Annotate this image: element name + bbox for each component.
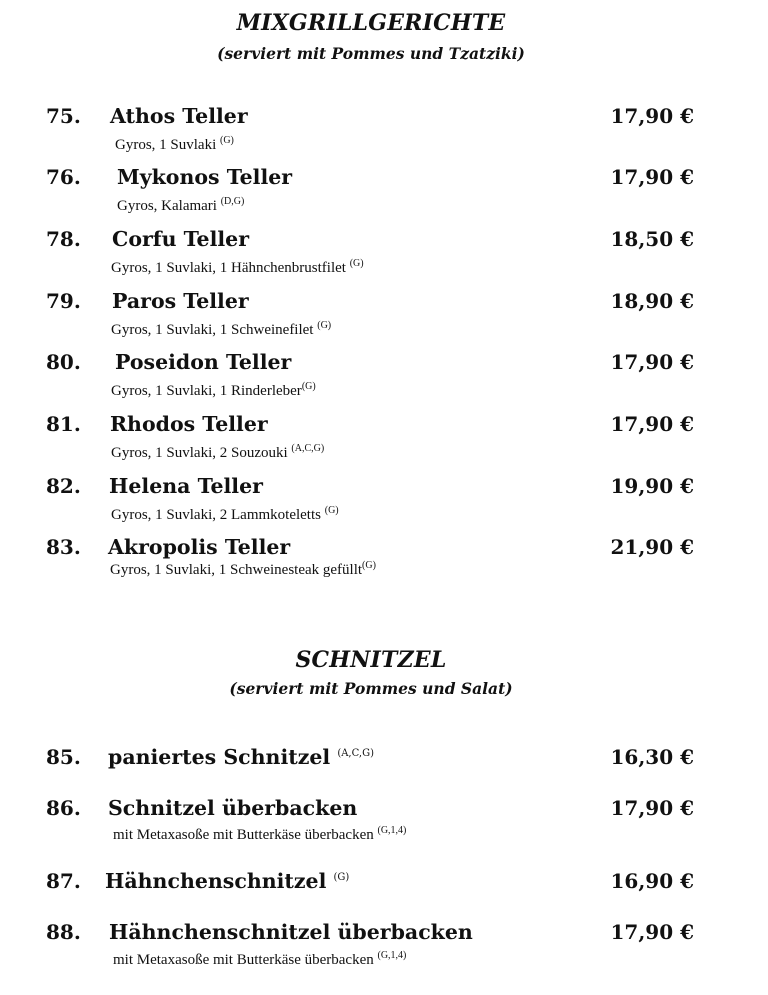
item-price: 17,90 €	[610, 350, 694, 374]
allergen-codes: (G,1,4)	[377, 950, 407, 961]
menu-item	[0, 104, 768, 164]
allergen-codes: (G)	[333, 872, 350, 883]
menu-item	[0, 796, 768, 856]
item-description: Gyros, Kalamari $^{(D,G)}$	[117, 196, 245, 214]
item-number: 87.	[46, 869, 81, 893]
menu-item	[0, 227, 768, 287]
section-title-schnitzel: SCHNITZEL	[295, 647, 447, 673]
allergen-codes: (G)	[362, 560, 376, 571]
item-price: 16,90 €	[610, 869, 694, 893]
item-name: Hähnchenschnitzel überbacken	[109, 920, 473, 944]
item-number: 79.	[46, 289, 81, 313]
section-subtitle-schnitzel: (serviert mit Pommes und Salat)	[229, 679, 513, 698]
item-name: Schnitzel überbacken	[108, 796, 358, 820]
item-number: 88.	[46, 920, 81, 944]
menu-item	[0, 474, 768, 534]
allergen-codes: (G)	[317, 320, 332, 331]
item-price: 18,50 €	[610, 227, 694, 251]
item-description: mit Metaxasoße mit Butterkäse überbacken $^{(G,1,4)}$	[113, 950, 407, 968]
item-description: Gyros, 1 Suvlaki, 1 Schweinefilet $^{(G)}$	[111, 320, 332, 338]
item-name: Hähnchenschnitzel $^{(G)}$	[105, 869, 350, 893]
item-number: 76.	[46, 165, 81, 189]
item-description: mit Metaxasoße mit Butterkäse überbacken $^{(G,1,4)}$	[113, 825, 407, 843]
item-number: 83.	[46, 535, 81, 559]
item-name: Poseidon Teller	[115, 350, 292, 374]
item-name: Corfu Teller	[112, 227, 250, 251]
menu-item	[0, 412, 768, 472]
allergen-codes: (G,1,4)	[377, 825, 407, 836]
item-description: Gyros, 1 Suvlaki $^{(G)}$	[115, 135, 234, 153]
allergen-codes: (G)	[220, 135, 234, 146]
item-name: Paros Teller	[112, 289, 249, 313]
menu-item	[0, 350, 768, 410]
item-price: 17,90 €	[610, 104, 694, 128]
item-description: Gyros, 1 Suvlaki, 2 Lammkoteletts $^{(G)}$	[111, 505, 339, 523]
allergen-codes: (G)	[324, 505, 339, 516]
menu-item	[0, 920, 768, 980]
item-price: 19,90 €	[610, 474, 694, 498]
item-price: 21,90 €	[610, 535, 694, 559]
menu-item	[0, 535, 768, 595]
item-number: 82.	[46, 474, 81, 498]
item-description: Gyros, 1 Suvlaki, 1 Hähnchenbrustfilet $^{(G)}$	[111, 258, 364, 276]
item-name: Mykonos Teller	[117, 165, 293, 189]
item-number: 80.	[46, 350, 81, 374]
item-description: Gyros, 1 Suvlaki, 1 Rinderleber$^{(G)}$	[111, 381, 316, 399]
item-price: 17,90 €	[610, 796, 694, 820]
item-name: Helena Teller	[109, 474, 263, 498]
allergen-codes: (A,C,G)	[337, 748, 374, 759]
item-price: 17,90 €	[610, 165, 694, 189]
item-name: Rhodos Teller	[110, 412, 268, 436]
item-price: 17,90 €	[610, 412, 694, 436]
allergen-codes: (D,G)	[220, 196, 245, 207]
item-price: 17,90 €	[610, 920, 694, 944]
menu-item	[0, 289, 768, 349]
item-number: 78.	[46, 227, 81, 251]
item-number: 75.	[46, 104, 81, 128]
section-subtitle-mixgrill: (serviert mit Pommes und Tzatziki)	[217, 44, 525, 63]
allergen-codes: (A,C,G)	[291, 443, 325, 454]
menu-item	[0, 165, 768, 225]
item-description: Gyros, 1 Suvlaki, 2 Souzouki $^{(A,C,G)}$	[111, 443, 325, 461]
item-number: 85.	[46, 745, 81, 769]
item-name: Akropolis Teller	[108, 535, 291, 559]
item-number: 81.	[46, 412, 81, 436]
allergen-codes: (G)	[349, 258, 364, 269]
item-description: Gyros, 1 Suvlaki, 1 Schweinesteak gefüllt$^{(G)}$	[110, 560, 376, 578]
allergen-codes: (G)	[301, 381, 316, 392]
section-title-mixgrill: MIXGRILLGERICHTE	[236, 10, 506, 36]
item-price: 16,30 €	[610, 745, 694, 769]
item-price: 18,90 €	[610, 289, 694, 313]
item-name: paniertes Schnitzel $^{(A,C,G)}$	[108, 745, 374, 769]
item-number: 86.	[46, 796, 81, 820]
item-name: Athos Teller	[110, 104, 248, 128]
